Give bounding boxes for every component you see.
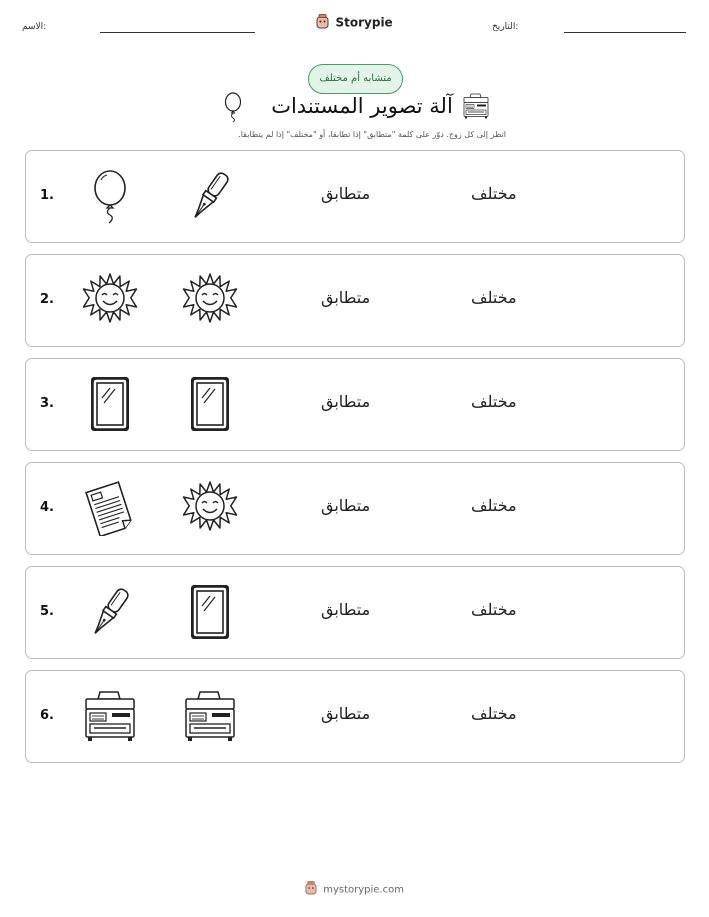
different-option[interactable]: مختلف [471, 704, 517, 723]
row-number: 6. [40, 708, 54, 723]
tablet-icon [82, 376, 138, 432]
different-option[interactable]: مختلف [471, 288, 517, 307]
document-icon [82, 480, 138, 536]
different-option[interactable]: مختلف [471, 496, 517, 515]
different-option[interactable]: مختلف [471, 600, 517, 619]
same-option[interactable]: متطابق [321, 288, 371, 307]
brand [0, 14, 709, 32]
row-number: 3. [40, 396, 54, 411]
same-option[interactable]: متطابق [321, 704, 371, 723]
sun-icon [182, 480, 238, 536]
photocopier-icon [462, 92, 490, 124]
balloon-icon [82, 168, 138, 224]
storypie-logo-icon [316, 14, 329, 32]
footer [0, 881, 709, 898]
tablet-icon [182, 584, 238, 640]
same-option[interactable]: متطابق [321, 600, 371, 619]
row-number: 1. [40, 188, 54, 203]
instructions: انظر إلى كل زوج. دوّر على كلمة "متطابق" إذا تطابقا، أو "مختلف" إذا لم يتطابقا. [238, 130, 506, 139]
balloon-icon [222, 92, 244, 126]
pair-row [25, 358, 685, 451]
sun-icon [82, 272, 138, 328]
pair-row [25, 462, 685, 555]
topic-badge: متشابه أم مختلف [308, 64, 403, 94]
pair-row [25, 566, 685, 659]
storypie-logo-icon [305, 881, 317, 898]
date-line[interactable] [564, 32, 686, 33]
photocopier-icon [82, 688, 138, 744]
fountain-pen-icon [82, 584, 138, 640]
footer-url[interactable]: mystorypie.com [323, 884, 404, 896]
name-label: الاسم: [22, 22, 47, 32]
name-line[interactable] [100, 32, 255, 33]
brand-name: Storypie [335, 15, 393, 30]
tablet-icon [182, 376, 238, 432]
different-option[interactable]: مختلف [471, 392, 517, 411]
sun-icon [182, 272, 238, 328]
same-option[interactable]: متطابق [321, 392, 371, 411]
different-option[interactable]: مختلف [471, 184, 517, 203]
row-number: 5. [40, 604, 54, 619]
photocopier-icon [182, 688, 238, 744]
row-number: 4. [40, 500, 54, 515]
same-option[interactable]: متطابق [321, 184, 371, 203]
pair-row [25, 254, 685, 347]
page-title: آلة تصوير المستندات [271, 94, 453, 118]
pair-row [25, 670, 685, 763]
date-label: التاريخ: [492, 22, 519, 32]
pair-row [25, 150, 685, 243]
same-option[interactable]: متطابق [321, 496, 371, 515]
fountain-pen-icon [182, 168, 238, 224]
row-number: 2. [40, 292, 54, 307]
